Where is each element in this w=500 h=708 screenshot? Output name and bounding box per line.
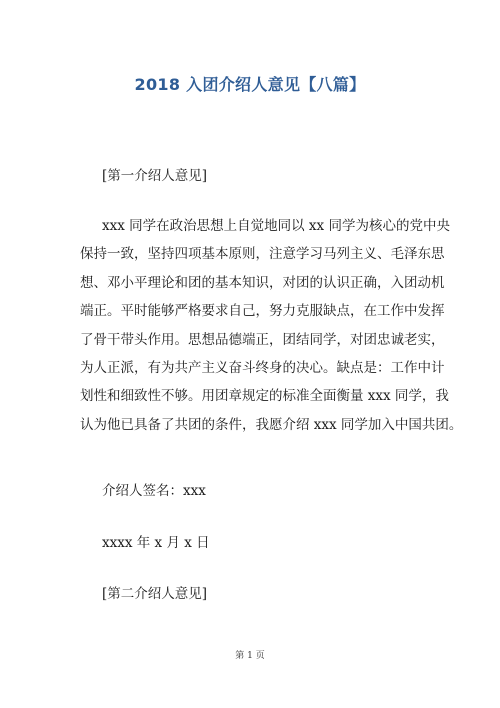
document-title: 2018 入团介绍人意见【八篇】	[134, 75, 366, 94]
paragraph-line: 想、邓小平理论和团的基本知识，对团的认识正确，入团动机	[80, 274, 445, 291]
paragraph-line: 端正。平时能够严格要求自己，努力克服缺点，在工作中发挥	[80, 303, 445, 320]
paragraph-line: 划性和细致性不够。用团章规定的标准全面衡量 xxx 同学，我	[80, 388, 449, 405]
paragraph-line: xxx 同学在政治思想上自觉地同以 xx 同学为核心的党中央	[102, 218, 450, 234]
recommendation-paragraph	[80, 212, 463, 439]
section-2-heading: [第二介绍人意见]	[102, 586, 208, 602]
paragraph-line: 为人正派，有为共产主义奋斗终身的决心。缺点是：工作中计	[80, 359, 445, 376]
section-1-heading: [第一介绍人意见]	[102, 168, 208, 184]
paragraph-line: 保持一致，坚持四项基本原则，注意学习马列主义、毛泽东思	[80, 246, 445, 263]
paragraph-line: 了骨干带头作用。思想品德端正，团结同学，对团忠诚老实，	[80, 331, 445, 348]
introducer-signature: 介绍人签名：xxx	[102, 483, 206, 499]
paragraph-line: 认为他已具备了共团的条件，我愿介绍 xxx 同学加入中国共团。	[80, 416, 463, 433]
signature-date: xxxx 年 x 月 x 日	[102, 535, 210, 551]
page-number: 第 1 页	[235, 651, 265, 661]
